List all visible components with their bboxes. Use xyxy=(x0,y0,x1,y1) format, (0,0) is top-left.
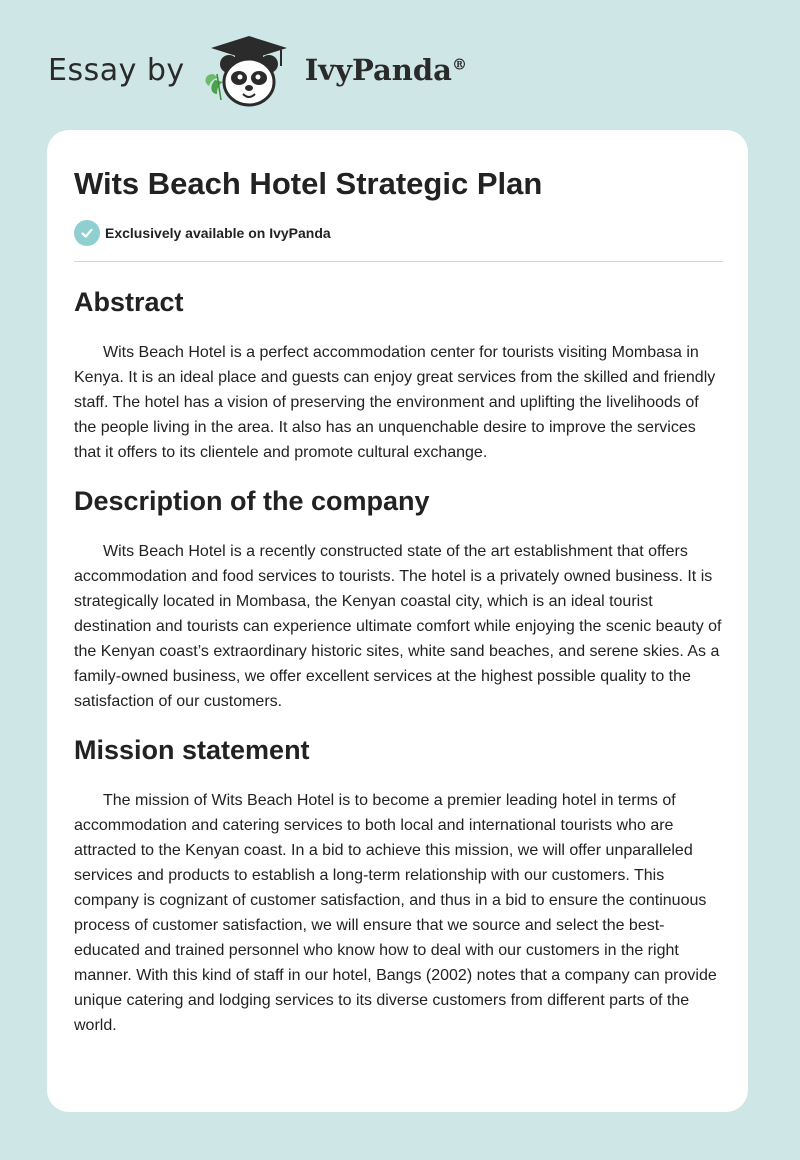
brand-header[interactable] xyxy=(48,30,467,110)
section-paragraph: Wits Beach Hotel is a recently constructed state of the art establishment that offers accommodation and food services to tourists. The hotel is a privately owned business. It is strategically located in Mombasa, the Kenyan coastal city, which is an ideal tourist destination and tourists can experience ultimate comfort while enjoying the scenic beauty of the Kenyan coast’s extraordinary historic sites, white sand beaches, and serene skies. As a family-owned business, we offer excellent services at the highest possible quality to the satisfaction of our customers. xyxy=(74,543,722,710)
essay-card xyxy=(47,130,748,1112)
check-icon xyxy=(74,220,100,246)
section-mission xyxy=(74,728,723,1038)
essay-body xyxy=(74,280,723,1038)
page-title: Wits Beach Hotel Strategic Plan xyxy=(74,166,543,201)
panda-logo-icon xyxy=(199,30,299,110)
brand-prefix: Essay by xyxy=(48,52,185,88)
section-paragraph: Wits Beach Hotel is a perfect accommodation center for tourists visiting Mombasa in Kenya. It is an ideal place and guests can enjoy great services from the skilled and friendly staff. The hotel has a vision of preserving the environment and uplifting the livelihoods of the people living in the area. It also has an unquenchable desire to improve the services that it offers to its clientele and promote cultural exchange. xyxy=(74,344,716,461)
section-heading: Abstract xyxy=(74,287,184,317)
divider xyxy=(74,261,723,262)
registered-mark: ® xyxy=(451,55,467,74)
section-description xyxy=(74,479,723,714)
exclusive-label: Exclusively available on IvyPanda xyxy=(105,225,331,241)
section-heading: Description of the company xyxy=(74,486,430,516)
brand-name xyxy=(305,53,467,87)
exclusive-badge xyxy=(74,220,331,246)
brand-name-text: IvyPanda xyxy=(304,53,452,87)
section-heading: Mission statement xyxy=(74,735,310,765)
section-paragraph: The mission of Wits Beach Hotel is to become a premier leading hotel in terms of accommodation and catering services to both local and international tourists who are attracted to the Kenyan coast. In a bid to achieve this mission, we will offer unparalleled services and products to establish a long-term relationship with our customers. This company is cognizant of customer satisfaction, and thus in a bid to ensure the continuous process of customer satisfaction, we will ensure that we source and select the best-educated and trained personnel who know how to deal with our customers in the right manner. With this kind of staff in our hotel, Bangs (2002) notes that a company can provide unique catering and lodging services to its diverse customers from different parts of the world. xyxy=(74,792,717,1034)
section-abstract xyxy=(74,280,723,465)
